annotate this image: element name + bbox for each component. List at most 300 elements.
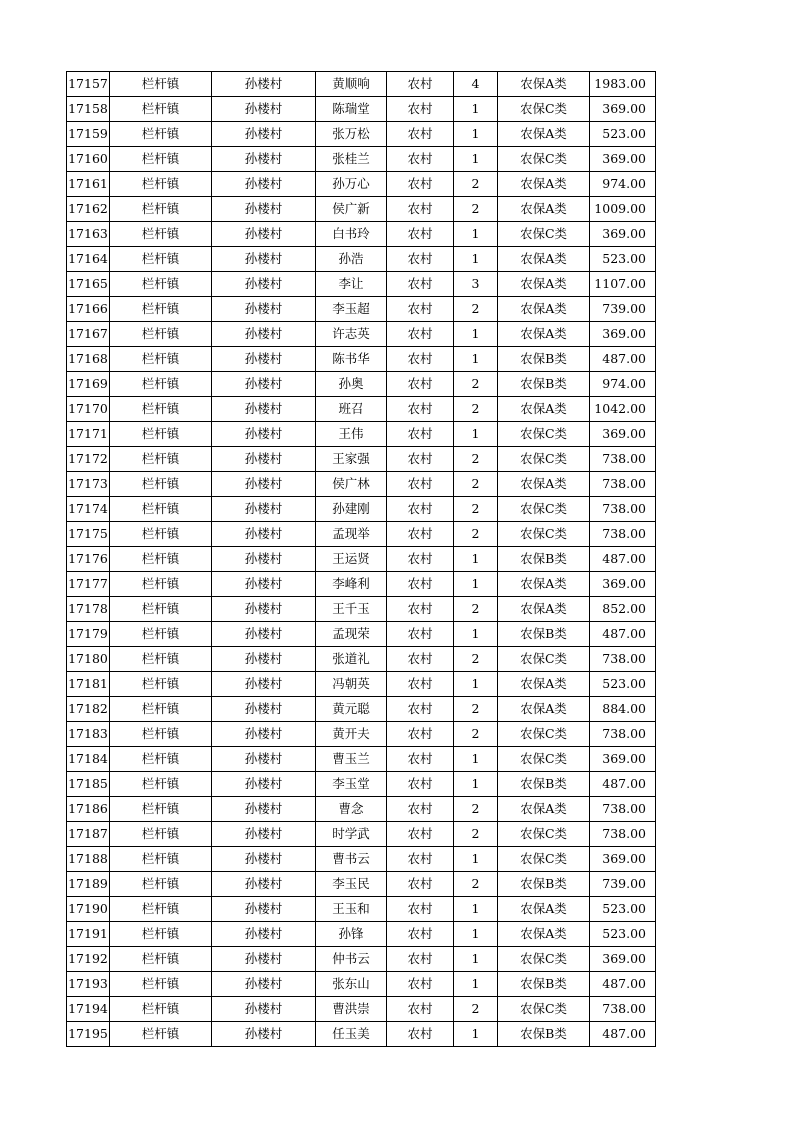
- household-type-cell: 农村: [387, 747, 454, 772]
- name-cell: 张道礼: [316, 647, 387, 672]
- village-cell: 孙楼村: [212, 297, 316, 322]
- serial-cell: 17189: [67, 872, 110, 897]
- count-cell: 1: [454, 347, 498, 372]
- town-cell: 栏杆镇: [110, 322, 212, 347]
- village-cell: 孙楼村: [212, 872, 316, 897]
- town-cell: 栏杆镇: [110, 197, 212, 222]
- village-cell: 孙楼村: [212, 947, 316, 972]
- category-cell: 农保A类: [498, 122, 590, 147]
- count-cell: 1: [454, 547, 498, 572]
- name-cell: 侯广新: [316, 197, 387, 222]
- name-cell: 班召: [316, 397, 387, 422]
- serial-cell: 17170: [67, 397, 110, 422]
- name-cell: 陈书华: [316, 347, 387, 372]
- category-cell: 农保A类: [498, 297, 590, 322]
- name-cell: 王玉和: [316, 897, 387, 922]
- village-cell: 孙楼村: [212, 722, 316, 747]
- town-cell: 栏杆镇: [110, 572, 212, 597]
- amount-cell: 369.00: [590, 422, 656, 447]
- name-cell: 李玉堂: [316, 772, 387, 797]
- table-row: [67, 622, 656, 647]
- name-cell: 王运贤: [316, 547, 387, 572]
- table-row: [67, 572, 656, 597]
- count-cell: 1: [454, 772, 498, 797]
- town-cell: 栏杆镇: [110, 97, 212, 122]
- table-row: [67, 922, 656, 947]
- count-cell: 2: [454, 872, 498, 897]
- table-row: [67, 847, 656, 872]
- table-row: [67, 197, 656, 222]
- serial-cell: 17163: [67, 222, 110, 247]
- village-cell: 孙楼村: [212, 997, 316, 1022]
- serial-cell: 17164: [67, 247, 110, 272]
- serial-cell: 17158: [67, 97, 110, 122]
- household-type-cell: 农村: [387, 147, 454, 172]
- count-cell: 2: [454, 597, 498, 622]
- category-cell: 农保A类: [498, 197, 590, 222]
- table-row: [67, 947, 656, 972]
- household-type-cell: 农村: [387, 872, 454, 897]
- household-type-cell: 农村: [387, 222, 454, 247]
- amount-cell: 739.00: [590, 297, 656, 322]
- household-type-cell: 农村: [387, 447, 454, 472]
- town-cell: 栏杆镇: [110, 947, 212, 972]
- count-cell: 2: [454, 722, 498, 747]
- household-type-cell: 农村: [387, 522, 454, 547]
- serial-cell: 17194: [67, 997, 110, 1022]
- serial-cell: 17171: [67, 422, 110, 447]
- village-cell: 孙楼村: [212, 222, 316, 247]
- town-cell: 栏杆镇: [110, 547, 212, 572]
- village-cell: 孙楼村: [212, 897, 316, 922]
- amount-cell: 974.00: [590, 172, 656, 197]
- table-row: [67, 97, 656, 122]
- serial-cell: 17180: [67, 647, 110, 672]
- village-cell: 孙楼村: [212, 472, 316, 497]
- town-cell: 栏杆镇: [110, 372, 212, 397]
- amount-cell: 738.00: [590, 472, 656, 497]
- household-type-cell: 农村: [387, 422, 454, 447]
- household-type-cell: 农村: [387, 947, 454, 972]
- serial-cell: 17193: [67, 972, 110, 997]
- count-cell: 2: [454, 497, 498, 522]
- count-cell: 1: [454, 1022, 498, 1047]
- household-type-cell: 农村: [387, 397, 454, 422]
- category-cell: 农保B类: [498, 372, 590, 397]
- amount-cell: 523.00: [590, 897, 656, 922]
- village-cell: 孙楼村: [212, 347, 316, 372]
- household-type-cell: 农村: [387, 897, 454, 922]
- serial-cell: 17181: [67, 672, 110, 697]
- category-cell: 农保B类: [498, 347, 590, 372]
- category-cell: 农保A类: [498, 172, 590, 197]
- serial-cell: 17174: [67, 497, 110, 522]
- table-row: [67, 397, 656, 422]
- town-cell: 栏杆镇: [110, 922, 212, 947]
- table-row: [67, 472, 656, 497]
- name-cell: 黄元聪: [316, 697, 387, 722]
- count-cell: 1: [454, 222, 498, 247]
- count-cell: 2: [454, 172, 498, 197]
- amount-cell: 487.00: [590, 1022, 656, 1047]
- table-row: [67, 122, 656, 147]
- count-cell: 1: [454, 122, 498, 147]
- amount-cell: 738.00: [590, 522, 656, 547]
- household-type-cell: 农村: [387, 472, 454, 497]
- household-type-cell: 农村: [387, 347, 454, 372]
- category-cell: 农保A类: [498, 922, 590, 947]
- table-row: [67, 672, 656, 697]
- table-row: [67, 272, 656, 297]
- town-cell: 栏杆镇: [110, 447, 212, 472]
- amount-cell: 523.00: [590, 922, 656, 947]
- table-row: [67, 447, 656, 472]
- name-cell: 白书玲: [316, 222, 387, 247]
- household-type-cell: 农村: [387, 372, 454, 397]
- serial-cell: 17178: [67, 597, 110, 622]
- category-cell: 农保B类: [498, 772, 590, 797]
- serial-cell: 17185: [67, 772, 110, 797]
- town-cell: 栏杆镇: [110, 422, 212, 447]
- table-row: [67, 797, 656, 822]
- category-cell: 农保C类: [498, 747, 590, 772]
- name-cell: 李让: [316, 272, 387, 297]
- village-cell: 孙楼村: [212, 1022, 316, 1047]
- amount-cell: 369.00: [590, 222, 656, 247]
- village-cell: 孙楼村: [212, 922, 316, 947]
- household-type-cell: 农村: [387, 722, 454, 747]
- village-cell: 孙楼村: [212, 647, 316, 672]
- name-cell: 仲书云: [316, 947, 387, 972]
- town-cell: 栏杆镇: [110, 772, 212, 797]
- name-cell: 张桂兰: [316, 147, 387, 172]
- table-row: [67, 822, 656, 847]
- name-cell: 张东山: [316, 972, 387, 997]
- town-cell: 栏杆镇: [110, 222, 212, 247]
- serial-cell: 17192: [67, 947, 110, 972]
- name-cell: 时学武: [316, 822, 387, 847]
- amount-cell: 523.00: [590, 247, 656, 272]
- household-type-cell: 农村: [387, 547, 454, 572]
- serial-cell: 17179: [67, 622, 110, 647]
- town-cell: 栏杆镇: [110, 672, 212, 697]
- table-row: [67, 972, 656, 997]
- village-cell: 孙楼村: [212, 597, 316, 622]
- name-cell: 孟现荣: [316, 622, 387, 647]
- household-type-cell: 农村: [387, 572, 454, 597]
- count-cell: 1: [454, 847, 498, 872]
- village-cell: 孙楼村: [212, 972, 316, 997]
- name-cell: 侯广林: [316, 472, 387, 497]
- name-cell: 许志英: [316, 322, 387, 347]
- amount-cell: 487.00: [590, 347, 656, 372]
- amount-cell: 487.00: [590, 622, 656, 647]
- town-cell: 栏杆镇: [110, 472, 212, 497]
- name-cell: 曹念: [316, 797, 387, 822]
- village-cell: 孙楼村: [212, 547, 316, 572]
- name-cell: 张万松: [316, 122, 387, 147]
- amount-cell: 1042.00: [590, 397, 656, 422]
- count-cell: 1: [454, 897, 498, 922]
- serial-cell: 17177: [67, 572, 110, 597]
- town-cell: 栏杆镇: [110, 897, 212, 922]
- count-cell: 3: [454, 272, 498, 297]
- amount-cell: 487.00: [590, 772, 656, 797]
- amount-cell: 1983.00: [590, 72, 656, 97]
- name-cell: 曹玉兰: [316, 747, 387, 772]
- table-row: [67, 697, 656, 722]
- village-cell: 孙楼村: [212, 397, 316, 422]
- table-row: [67, 247, 656, 272]
- village-cell: 孙楼村: [212, 247, 316, 272]
- serial-cell: 17161: [67, 172, 110, 197]
- name-cell: 任玉美: [316, 1022, 387, 1047]
- serial-cell: 17175: [67, 522, 110, 547]
- count-cell: 1: [454, 247, 498, 272]
- count-cell: 1: [454, 97, 498, 122]
- name-cell: 王千玉: [316, 597, 387, 622]
- name-cell: 曹洪崇: [316, 997, 387, 1022]
- amount-cell: 1009.00: [590, 197, 656, 222]
- category-cell: 农保B类: [498, 547, 590, 572]
- village-cell: 孙楼村: [212, 772, 316, 797]
- village-cell: 孙楼村: [212, 422, 316, 447]
- village-cell: 孙楼村: [212, 672, 316, 697]
- town-cell: 栏杆镇: [110, 497, 212, 522]
- village-cell: 孙楼村: [212, 522, 316, 547]
- amount-cell: 369.00: [590, 947, 656, 972]
- amount-cell: 523.00: [590, 672, 656, 697]
- town-cell: 栏杆镇: [110, 297, 212, 322]
- household-type-cell: 农村: [387, 497, 454, 522]
- category-cell: 农保B类: [498, 1022, 590, 1047]
- table-row: [67, 347, 656, 372]
- household-type-cell: 农村: [387, 72, 454, 97]
- household-type-cell: 农村: [387, 647, 454, 672]
- table-row: [67, 597, 656, 622]
- household-type-cell: 农村: [387, 622, 454, 647]
- count-cell: 1: [454, 572, 498, 597]
- town-cell: 栏杆镇: [110, 972, 212, 997]
- serial-cell: 17184: [67, 747, 110, 772]
- table-row: [67, 1022, 656, 1047]
- village-cell: 孙楼村: [212, 147, 316, 172]
- category-cell: 农保C类: [498, 422, 590, 447]
- household-type-cell: 农村: [387, 197, 454, 222]
- count-cell: 4: [454, 72, 498, 97]
- amount-cell: 523.00: [590, 122, 656, 147]
- category-cell: 农保A类: [498, 72, 590, 97]
- amount-cell: 738.00: [590, 822, 656, 847]
- count-cell: 2: [454, 197, 498, 222]
- village-cell: 孙楼村: [212, 797, 316, 822]
- serial-cell: 17195: [67, 1022, 110, 1047]
- table-row: [67, 147, 656, 172]
- village-cell: 孙楼村: [212, 72, 316, 97]
- table-row: [67, 372, 656, 397]
- name-cell: 王伟: [316, 422, 387, 447]
- count-cell: 2: [454, 697, 498, 722]
- town-cell: 栏杆镇: [110, 722, 212, 747]
- count-cell: 1: [454, 322, 498, 347]
- amount-cell: 369.00: [590, 147, 656, 172]
- household-type-cell: 农村: [387, 772, 454, 797]
- category-cell: 农保C类: [498, 997, 590, 1022]
- household-type-cell: 农村: [387, 322, 454, 347]
- amount-cell: 738.00: [590, 722, 656, 747]
- table-row: [67, 997, 656, 1022]
- table-row: [67, 222, 656, 247]
- household-type-cell: 农村: [387, 697, 454, 722]
- household-type-cell: 农村: [387, 122, 454, 147]
- category-cell: 农保C类: [498, 222, 590, 247]
- table-row: [67, 747, 656, 772]
- count-cell: 2: [454, 997, 498, 1022]
- table-row: [67, 722, 656, 747]
- category-cell: 农保A类: [498, 322, 590, 347]
- serial-cell: 17190: [67, 897, 110, 922]
- table-row: [67, 647, 656, 672]
- serial-cell: 17167: [67, 322, 110, 347]
- amount-cell: 738.00: [590, 447, 656, 472]
- serial-cell: 17187: [67, 822, 110, 847]
- table-row: [67, 297, 656, 322]
- amount-cell: 738.00: [590, 797, 656, 822]
- table-row: [67, 72, 656, 97]
- town-cell: 栏杆镇: [110, 622, 212, 647]
- category-cell: 农保A类: [498, 797, 590, 822]
- count-cell: 1: [454, 422, 498, 447]
- category-cell: 农保A类: [498, 272, 590, 297]
- table-row: [67, 772, 656, 797]
- count-cell: 1: [454, 622, 498, 647]
- category-cell: 农保C类: [498, 722, 590, 747]
- category-cell: 农保C类: [498, 447, 590, 472]
- household-type-cell: 农村: [387, 672, 454, 697]
- amount-cell: 739.00: [590, 872, 656, 897]
- household-type-cell: 农村: [387, 797, 454, 822]
- village-cell: 孙楼村: [212, 97, 316, 122]
- amount-cell: 487.00: [590, 972, 656, 997]
- category-cell: 农保B类: [498, 972, 590, 997]
- name-cell: 孙万心: [316, 172, 387, 197]
- village-cell: 孙楼村: [212, 447, 316, 472]
- name-cell: 王家强: [316, 447, 387, 472]
- serial-cell: 17186: [67, 797, 110, 822]
- table-row: [67, 172, 656, 197]
- village-cell: 孙楼村: [212, 622, 316, 647]
- count-cell: 2: [454, 447, 498, 472]
- serial-cell: 17182: [67, 697, 110, 722]
- count-cell: 2: [454, 372, 498, 397]
- town-cell: 栏杆镇: [110, 347, 212, 372]
- village-cell: 孙楼村: [212, 197, 316, 222]
- table-body: [67, 72, 656, 1047]
- serial-cell: 17168: [67, 347, 110, 372]
- name-cell: 冯朝英: [316, 672, 387, 697]
- town-cell: 栏杆镇: [110, 1022, 212, 1047]
- name-cell: 陈瑞堂: [316, 97, 387, 122]
- table-row: [67, 872, 656, 897]
- serial-cell: 17162: [67, 197, 110, 222]
- category-cell: 农保C类: [498, 947, 590, 972]
- name-cell: 黄开夫: [316, 722, 387, 747]
- count-cell: 1: [454, 947, 498, 972]
- household-type-cell: 农村: [387, 247, 454, 272]
- table-row: [67, 322, 656, 347]
- count-cell: 1: [454, 972, 498, 997]
- count-cell: 2: [454, 297, 498, 322]
- count-cell: 1: [454, 147, 498, 172]
- village-cell: 孙楼村: [212, 822, 316, 847]
- amount-cell: 884.00: [590, 697, 656, 722]
- category-cell: 农保C类: [498, 822, 590, 847]
- serial-cell: 17169: [67, 372, 110, 397]
- household-type-cell: 农村: [387, 597, 454, 622]
- category-cell: 农保C类: [498, 647, 590, 672]
- village-cell: 孙楼村: [212, 572, 316, 597]
- amount-cell: 369.00: [590, 747, 656, 772]
- name-cell: 孙浩: [316, 247, 387, 272]
- serial-cell: 17176: [67, 547, 110, 572]
- count-cell: 2: [454, 522, 498, 547]
- village-cell: 孙楼村: [212, 272, 316, 297]
- count-cell: 2: [454, 397, 498, 422]
- amount-cell: 738.00: [590, 997, 656, 1022]
- count-cell: 1: [454, 672, 498, 697]
- amount-cell: 369.00: [590, 322, 656, 347]
- name-cell: 孙锋: [316, 922, 387, 947]
- name-cell: 孙建刚: [316, 497, 387, 522]
- serial-cell: 17166: [67, 297, 110, 322]
- name-cell: 李玉超: [316, 297, 387, 322]
- name-cell: 孟现举: [316, 522, 387, 547]
- amount-cell: 369.00: [590, 97, 656, 122]
- town-cell: 栏杆镇: [110, 997, 212, 1022]
- category-cell: 农保A类: [498, 897, 590, 922]
- count-cell: 1: [454, 747, 498, 772]
- category-cell: 农保C类: [498, 147, 590, 172]
- amount-cell: 852.00: [590, 597, 656, 622]
- village-cell: 孙楼村: [212, 322, 316, 347]
- household-type-cell: 农村: [387, 847, 454, 872]
- serial-cell: 17188: [67, 847, 110, 872]
- village-cell: 孙楼村: [212, 372, 316, 397]
- town-cell: 栏杆镇: [110, 272, 212, 297]
- serial-cell: 17173: [67, 472, 110, 497]
- category-cell: 农保A类: [498, 247, 590, 272]
- household-type-cell: 农村: [387, 822, 454, 847]
- count-cell: 1: [454, 922, 498, 947]
- town-cell: 栏杆镇: [110, 247, 212, 272]
- table-row: [67, 497, 656, 522]
- category-cell: 农保B类: [498, 622, 590, 647]
- town-cell: 栏杆镇: [110, 847, 212, 872]
- village-cell: 孙楼村: [212, 747, 316, 772]
- name-cell: 孙奥: [316, 372, 387, 397]
- count-cell: 2: [454, 472, 498, 497]
- household-type-cell: 农村: [387, 972, 454, 997]
- town-cell: 栏杆镇: [110, 747, 212, 772]
- category-cell: 农保A类: [498, 397, 590, 422]
- town-cell: 栏杆镇: [110, 147, 212, 172]
- household-type-cell: 农村: [387, 922, 454, 947]
- category-cell: 农保C类: [498, 497, 590, 522]
- town-cell: 栏杆镇: [110, 872, 212, 897]
- town-cell: 栏杆镇: [110, 797, 212, 822]
- town-cell: 栏杆镇: [110, 597, 212, 622]
- category-cell: 农保C类: [498, 847, 590, 872]
